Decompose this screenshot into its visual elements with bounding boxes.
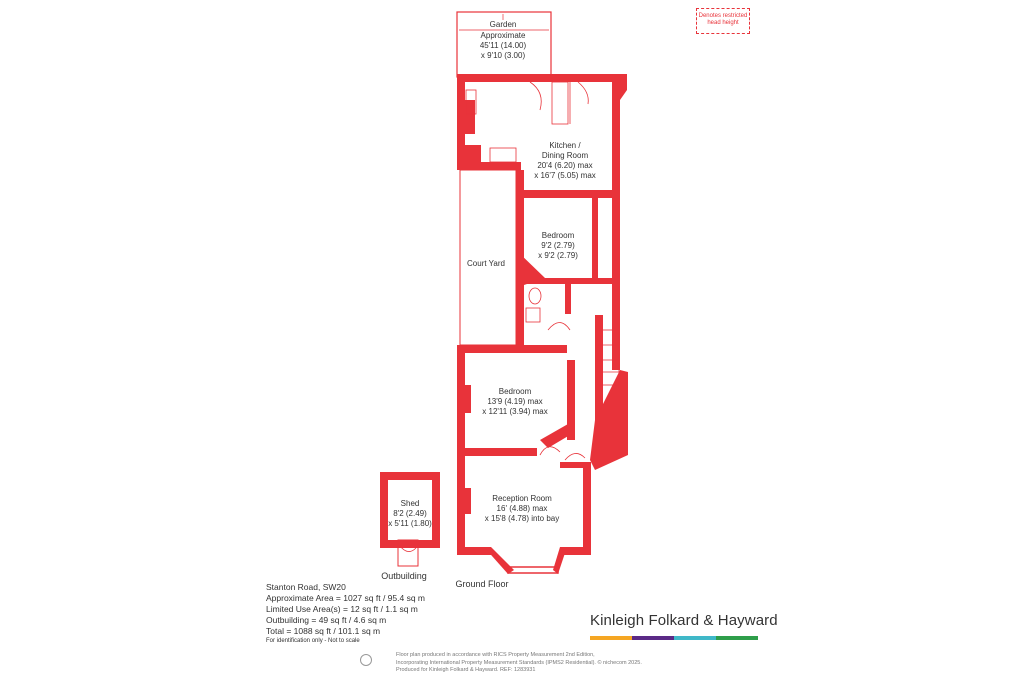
garden-label bbox=[480, 20, 527, 60]
rics-logo-icon bbox=[360, 654, 372, 666]
courtyard-outline bbox=[460, 170, 516, 345]
footer-line3: Produced for Kinleigh Folkard & Hayward. REF: 1283931 bbox=[396, 667, 536, 673]
brand-bar-orange bbox=[590, 636, 632, 640]
brand-bar-purple bbox=[632, 636, 674, 640]
kitchen-name: Kitchen / bbox=[549, 141, 581, 150]
limited-use-area: Limited Use Area(s) = 12 sq ft / 1.1 sq m bbox=[266, 604, 418, 614]
reception-line2: x 15'8 (4.78) into bay bbox=[484, 514, 560, 523]
total-area: Total = 1088 sq ft / 101.1 sq m bbox=[266, 626, 381, 636]
property-summary bbox=[266, 582, 425, 646]
outbuilding-label: Outbuilding bbox=[381, 571, 427, 581]
brand-color-bar bbox=[590, 636, 758, 640]
reception-label bbox=[485, 494, 559, 523]
reception-line1: 16' (4.88) max bbox=[496, 504, 548, 513]
bedroom1-line1: 9'2 (2.79) bbox=[541, 241, 575, 250]
identification-note: For identification only - Not to scale bbox=[266, 638, 360, 644]
shed-line1: 8'2 (2.49) bbox=[393, 509, 427, 518]
bedroom2-label bbox=[482, 387, 547, 416]
bedroom2-name: Bedroom bbox=[498, 387, 532, 396]
garden-line2: 45'11 (14.00) bbox=[479, 41, 527, 50]
reception-name: Reception Room bbox=[492, 494, 552, 503]
kitchen-label bbox=[534, 141, 596, 180]
kitchen-line3: x 16'7 (5.05) max bbox=[534, 171, 596, 180]
bedroom1-name: Bedroom bbox=[541, 231, 575, 240]
footer-line1: Floor plan produced in accordance with RICS Property Measurement 2nd Edition, bbox=[396, 652, 595, 658]
kitchen-line1: Dining Room bbox=[541, 151, 589, 160]
footer-notes bbox=[396, 652, 642, 675]
brand-bar-teal bbox=[674, 636, 716, 640]
approximate-area: Approximate Area = 1027 sq ft / 95.4 sq m bbox=[266, 593, 425, 603]
kitchen-line2: 20'4 (6.20) max bbox=[537, 161, 593, 170]
garden-line3: x 9'10 (3.00) bbox=[480, 51, 526, 60]
garden-name: Garden bbox=[489, 20, 517, 29]
ground-floor-label: Ground Floor bbox=[455, 579, 509, 589]
garden-line1: Approximate bbox=[480, 31, 526, 40]
footer-line2: Incorporating International Property Measurement Standards (IPMS2 Residential). © nichecom 2025. bbox=[396, 659, 642, 666]
bedroom1-line2: x 9'2 (2.79) bbox=[538, 251, 578, 260]
street-address: Stanton Road, SW20 bbox=[266, 582, 346, 592]
shed-name: Shed bbox=[400, 499, 420, 508]
legend-text: Denotes restricted head height bbox=[698, 13, 748, 26]
brand-bar-green bbox=[716, 636, 758, 640]
brand-name: Kinleigh Folkard & Hayward bbox=[590, 612, 778, 629]
shed-line2: x 5'11 (1.80) bbox=[388, 519, 432, 528]
courtyard-label: Court Yard bbox=[467, 259, 505, 268]
outbuilding-area: Outbuilding = 49 sq ft / 4.6 sq m bbox=[266, 615, 387, 625]
bedroom2-line2: x 12'11 (3.94) max bbox=[482, 407, 548, 416]
bedroom2-line1: 13'9 (4.19) max bbox=[487, 397, 543, 406]
bedroom1-label bbox=[538, 231, 578, 260]
